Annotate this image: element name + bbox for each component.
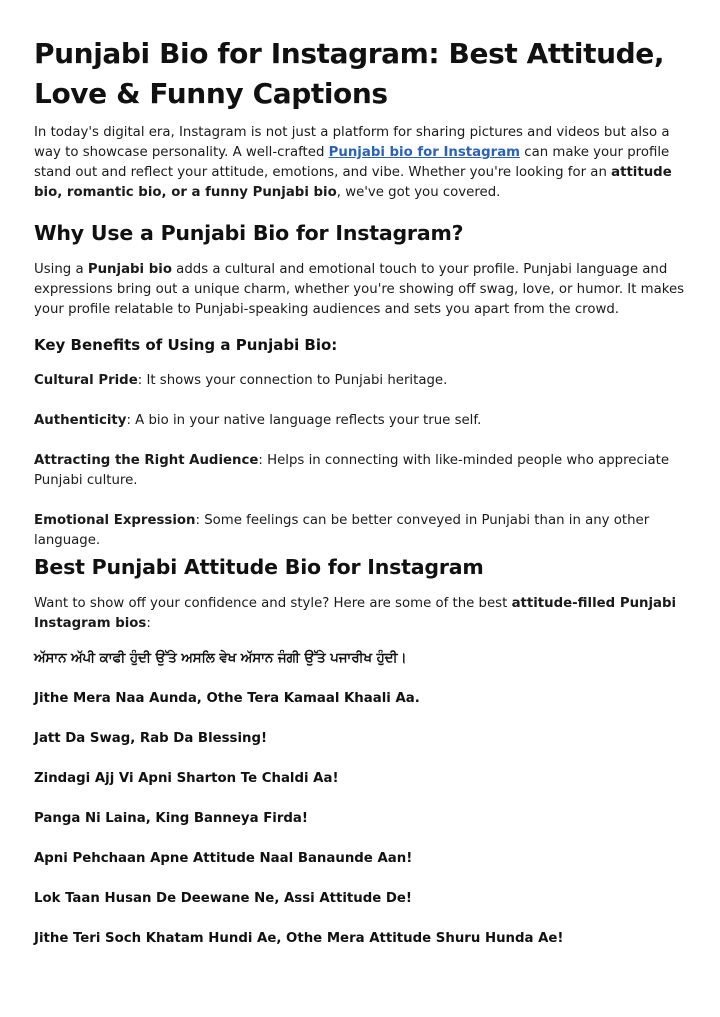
why-bold: Punjabi bio (87, 262, 172, 277)
bio-line: Jithe Mera Naa Aunda, Othe Tera Kamaal Khaali Aa. (34, 691, 420, 706)
benefit-term: Emotional Expression (34, 513, 196, 528)
benefits-heading: Key Benefits of Using a Punjabi Bio: (34, 336, 338, 354)
benefit-term: Cultural Pride (34, 373, 138, 388)
intro-bold: attitude bio, romantic bio, or a funny Punjabi bio (34, 165, 672, 200)
bio-line: Panga Ni Laina, King Banneya Firda! (34, 811, 308, 826)
bio-line: Jithe Teri Soch Khatam Hundi Ae, Othe Mera Attitude Shuru Hunda Ae! (34, 931, 564, 946)
benefit-term: Authenticity (34, 413, 127, 428)
bio-line: Lok Taan Husan De Deewane Ne, Assi Attitude De! (34, 891, 412, 906)
benefit-term: Attracting the Right Audience (34, 453, 259, 468)
attitude-heading: Best Punjabi Attitude Bio for Instagram (34, 555, 484, 579)
page-title: Punjabi Bio for Instagram: Best Attitude, Love & Funny Captions (34, 37, 665, 110)
attitude-bold: attitude-filled Punjabi Instagram bios (34, 596, 677, 631)
benefit-item (34, 511, 694, 551)
benefit-text: : Some feelings can be better conveyed in Punjabi than in any other language. (34, 513, 650, 548)
intro-paragraph (34, 123, 694, 203)
bio-line: Jatt Da Swag, Rab Da Blessing! (34, 731, 268, 746)
why-paragraph (34, 260, 694, 320)
attitude-text-2: : (146, 616, 151, 631)
bio-line: Apni Pehchaan Apne Attitude Naal Banaunde Aan! (34, 851, 413, 866)
benefit-item (34, 371, 694, 391)
punjabi-bio-link[interactable]: Punjabi bio for Instagram (328, 145, 521, 160)
intro-text-3: , we've got you covered. (336, 185, 501, 200)
why-text-2: adds a cultural and emotional touch to your profile. Punjabi language and expressions bring out a unique charm, whether you're showing off swag, love, or humor. It makes your profile relatable to Punjabi-speaking audiences and sets you apart from the crowd. (34, 262, 685, 317)
intro-text-1: In today's digital era, Instagram is not just a platform for sharing pictures and videos but also a way to showcase personality. A well-crafted (34, 125, 670, 160)
intro-text-2: can make your profile stand out and reflect your attitude, emotions, and vibe. Whether you're looking for an (34, 145, 670, 180)
benefit-item (34, 411, 694, 431)
why-heading: Why Use a Punjabi Bio for Instagram? (34, 221, 464, 245)
benefit-item (34, 451, 694, 491)
benefit-text: : It shows your connection to Punjabi heritage. (137, 373, 448, 388)
attitude-text-1: Want to show off your confidence and style? Here are some of the best (34, 596, 512, 611)
bio-line: ਅੱਸਾਨ ਅੱਪੀ ਕਾਫੀ ਹੁੰਦੀ ਉੱਤੇ ਅਸਲਿ ਵੇਖ ਅੱਸਾਨ ਜੰਗੀ ਉੱਤੇ ਪਜਾਰੀਖ ਹੁੰਦੀ। (34, 651, 407, 666)
benefit-text: : Helps in connecting with like-minded people who appreciate Punjabi culture. (34, 453, 670, 488)
benefit-text: : A bio in your native language reflects your true self. (126, 413, 482, 428)
attitude-paragraph (34, 594, 694, 634)
bio-line: Zindagi Ajj Vi Apni Sharton Te Chaldi Aa! (34, 771, 339, 786)
why-text-1: Using a (34, 262, 88, 277)
